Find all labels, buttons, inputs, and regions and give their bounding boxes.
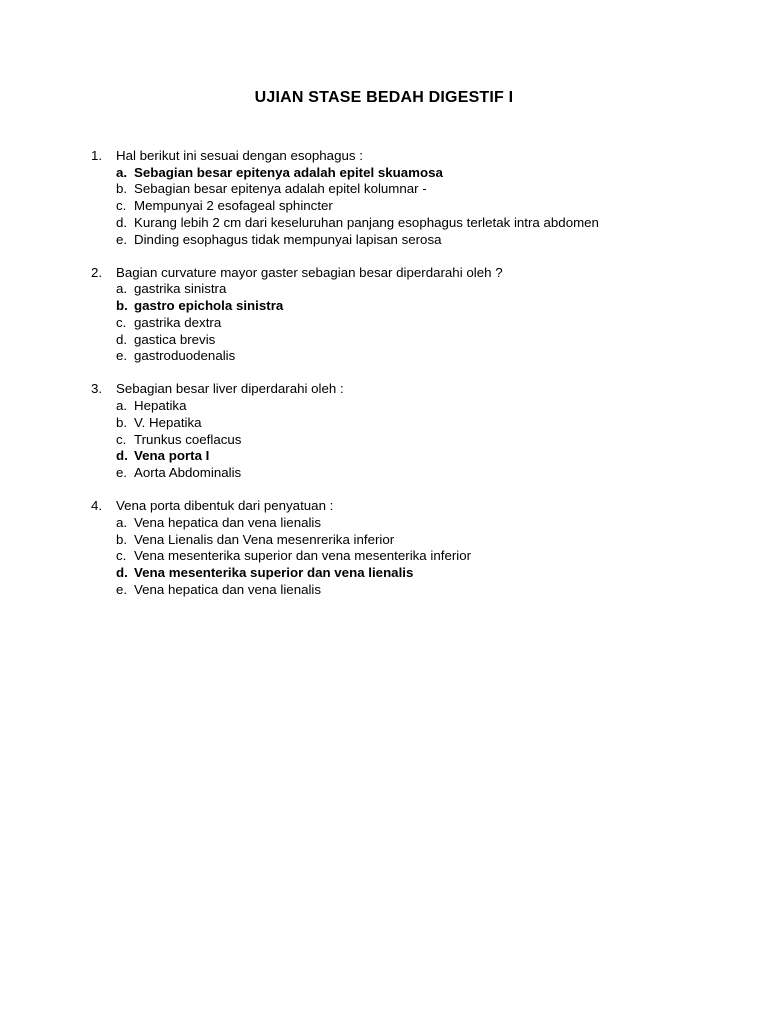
option-item	[116, 181, 711, 198]
option-letter: a.	[116, 398, 128, 414]
option-item-answer	[116, 565, 711, 582]
option-item	[116, 582, 711, 599]
option-letter: b.	[116, 181, 128, 197]
option-letter: c.	[116, 431, 127, 447]
option-letter: a.	[116, 281, 128, 297]
option-text: Dinding esophagus tidak mempunyai lapisan serosa	[134, 231, 442, 247]
option-letter: e.	[116, 231, 128, 247]
question-text: Hal berikut ini sesuai dengan esophagus :	[116, 148, 363, 163]
option-text: Hepatika	[134, 398, 187, 414]
option-item	[116, 198, 711, 215]
option-item	[116, 398, 711, 415]
option-text: Mempunyai 2 esofageal sphincter	[134, 198, 333, 214]
option-list	[116, 281, 711, 365]
option-item	[116, 515, 711, 532]
option-letter: e.	[116, 581, 128, 597]
question-line	[91, 498, 711, 515]
question-text: Vena porta dibentuk dari penyatuan :	[116, 498, 334, 514]
option-item-answer	[116, 165, 711, 182]
option-text: Vena porta I	[134, 448, 210, 464]
option-letter: b.	[116, 531, 128, 547]
option-letter: e.	[116, 464, 128, 480]
option-item	[116, 315, 711, 332]
question-item	[91, 381, 711, 481]
option-letter: c.	[116, 198, 127, 214]
question-number: 4.	[91, 498, 103, 514]
option-item	[116, 532, 711, 549]
option-text: Vena hepatica dan vena lienalis	[134, 581, 322, 597]
option-item-answer	[116, 298, 711, 315]
option-item	[116, 465, 711, 482]
option-text: Trunkus coeflacus	[134, 431, 242, 447]
question-number: 3.	[91, 381, 103, 397]
option-item	[116, 415, 711, 432]
option-item	[116, 348, 711, 365]
option-item	[116, 215, 711, 232]
question-item	[91, 498, 711, 598]
option-item	[116, 232, 711, 249]
option-letter: e.	[116, 348, 128, 364]
question-line	[91, 148, 711, 165]
question-line	[91, 381, 711, 398]
option-item	[116, 432, 711, 449]
option-text: gastrika sinistra	[134, 281, 227, 297]
option-text: Sebagian besar epitenya adalah epitel kolumnar -	[134, 181, 427, 197]
option-text: V. Hepatika	[134, 414, 202, 430]
question-number: 2.	[91, 264, 103, 280]
option-text: Sebagian besar epitenya adalah epitel skuamosa	[134, 164, 443, 180]
question-text: Sebagian besar liver diperdarahi oleh :	[116, 381, 344, 397]
question-text: Bagian curvature mayor gaster sebagian besar diperdarahi oleh ?	[116, 264, 503, 280]
option-letter: b.	[116, 298, 128, 314]
document-title: UJIAN STASE BEDAH DIGESTIF I	[254, 89, 514, 106]
option-letter: d.	[116, 564, 128, 580]
option-text: Vena mesenterika superior dan vena mesenterika inferior	[134, 548, 472, 564]
question-number: 1.	[91, 148, 103, 163]
question-item	[91, 148, 711, 248]
option-letter: a.	[116, 164, 128, 180]
option-item	[116, 548, 711, 565]
option-text: gastrika dextra	[134, 314, 222, 330]
option-text: Kurang lebih 2 cm dari keseluruhan panjang esophagus terletak intra abdomen	[134, 214, 599, 230]
option-text: Vena Lienalis dan Vena mesenrerika inferior	[134, 531, 395, 547]
option-text: Vena hepatica dan vena lienalis	[134, 514, 322, 530]
option-text: gastroduodenalis	[134, 348, 236, 364]
option-item	[116, 332, 711, 349]
option-letter: d.	[116, 448, 128, 464]
option-letter: a.	[116, 514, 128, 530]
option-letter: d.	[116, 331, 128, 347]
option-letter: c.	[116, 314, 127, 330]
option-text: gastica brevis	[134, 331, 216, 347]
option-letter: c.	[116, 548, 127, 564]
option-list	[116, 165, 711, 249]
option-item	[116, 281, 711, 298]
option-item-answer	[116, 448, 711, 465]
option-list	[116, 515, 711, 599]
question-item	[91, 265, 711, 365]
question-list	[91, 148, 711, 615]
option-list	[116, 398, 711, 482]
option-text: Aorta Abdominalis	[134, 464, 242, 480]
option-text: gastro epichola sinistra	[134, 298, 284, 314]
option-letter: b.	[116, 414, 128, 430]
question-line	[91, 265, 711, 282]
option-text: Vena mesenterika superior dan vena lienalis	[134, 564, 414, 580]
option-letter: d.	[116, 214, 128, 230]
